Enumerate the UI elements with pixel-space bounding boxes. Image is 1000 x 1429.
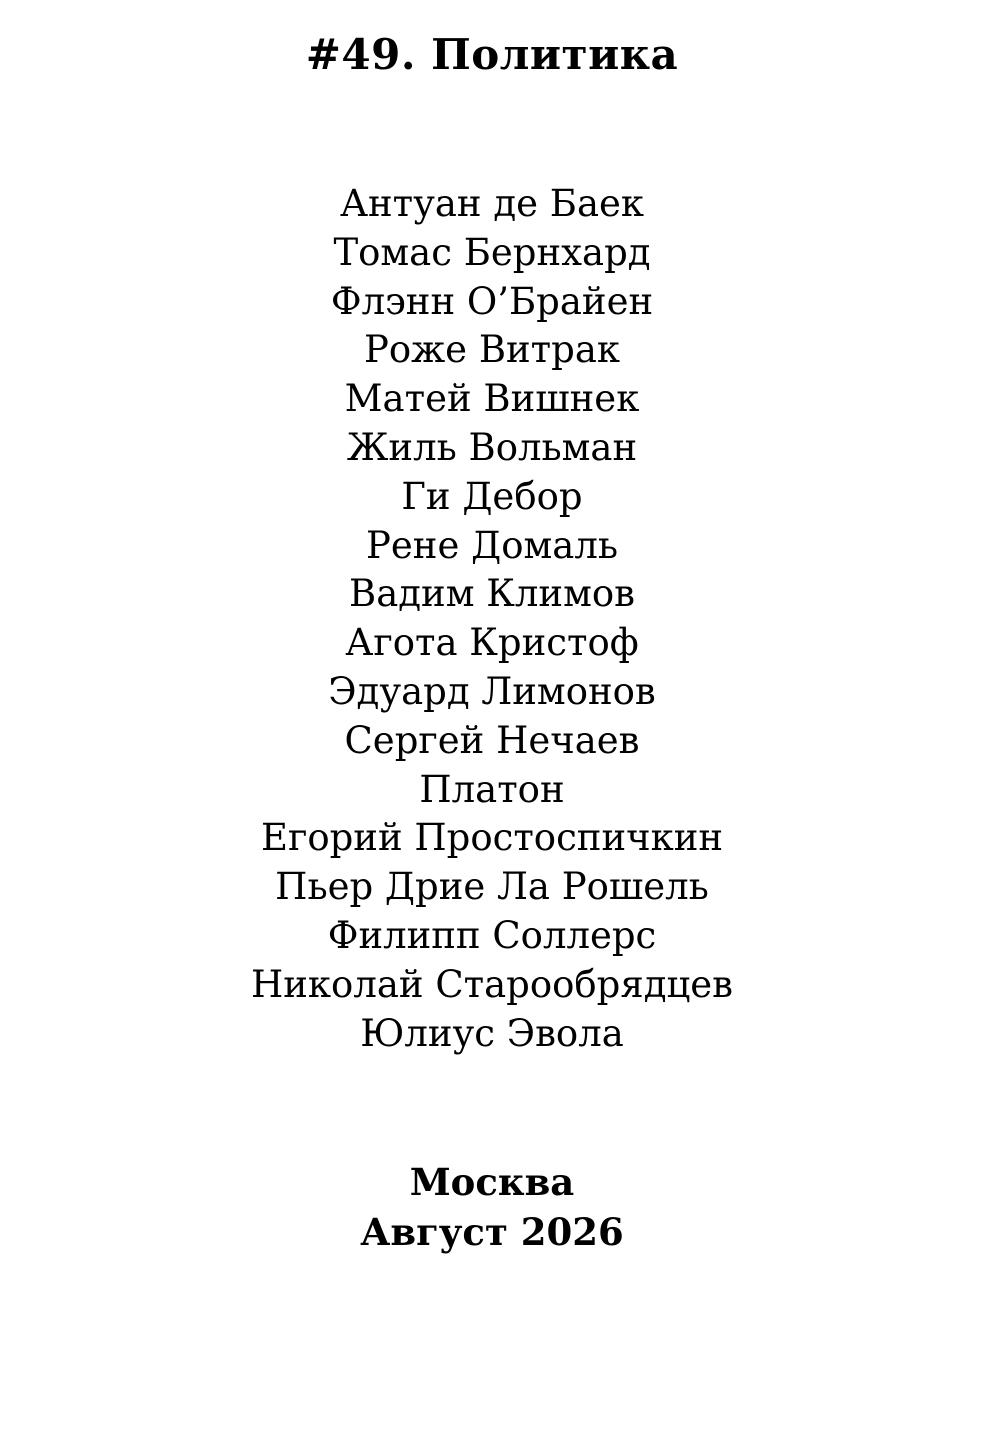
- author-name: Пьер Дрие Ла Рошель: [275, 865, 709, 909]
- author-name: Егорий Простоспичкин: [260, 816, 724, 860]
- author-name: Томас Бернхард: [333, 230, 651, 274]
- author-name: Ги Дебор: [401, 474, 583, 518]
- page-title: #49. Политика: [305, 30, 679, 79]
- author-name: Матей Вишнек: [344, 377, 640, 421]
- author-name: Жиль Вольман: [346, 425, 638, 469]
- author-name: Антуан де Баек: [339, 182, 645, 225]
- author-name: Агота Кристоф: [345, 621, 639, 665]
- author-list: [0, 180, 984, 1058]
- imprint: [0, 1157, 984, 1257]
- imprint-city: Москва: [409, 1160, 575, 1204]
- author-name: Флэнн О’Брайен: [330, 279, 654, 323]
- author-name: Платон: [419, 767, 565, 811]
- author-name: Вадим Климов: [349, 572, 635, 616]
- author-name: Филипп Соллерс: [327, 913, 657, 957]
- author-name: Эдуард Лимонов: [328, 669, 656, 713]
- author-name: Роже Витрак: [363, 328, 621, 372]
- imprint-date: Август 2026: [360, 1210, 624, 1254]
- author-name: Юлиус Эвола: [360, 1011, 624, 1055]
- author-name: Рене Домаль: [366, 523, 618, 567]
- author-name: Сергей Нечаев: [344, 718, 640, 762]
- author-name: Николай Старообрядцев: [251, 962, 733, 1006]
